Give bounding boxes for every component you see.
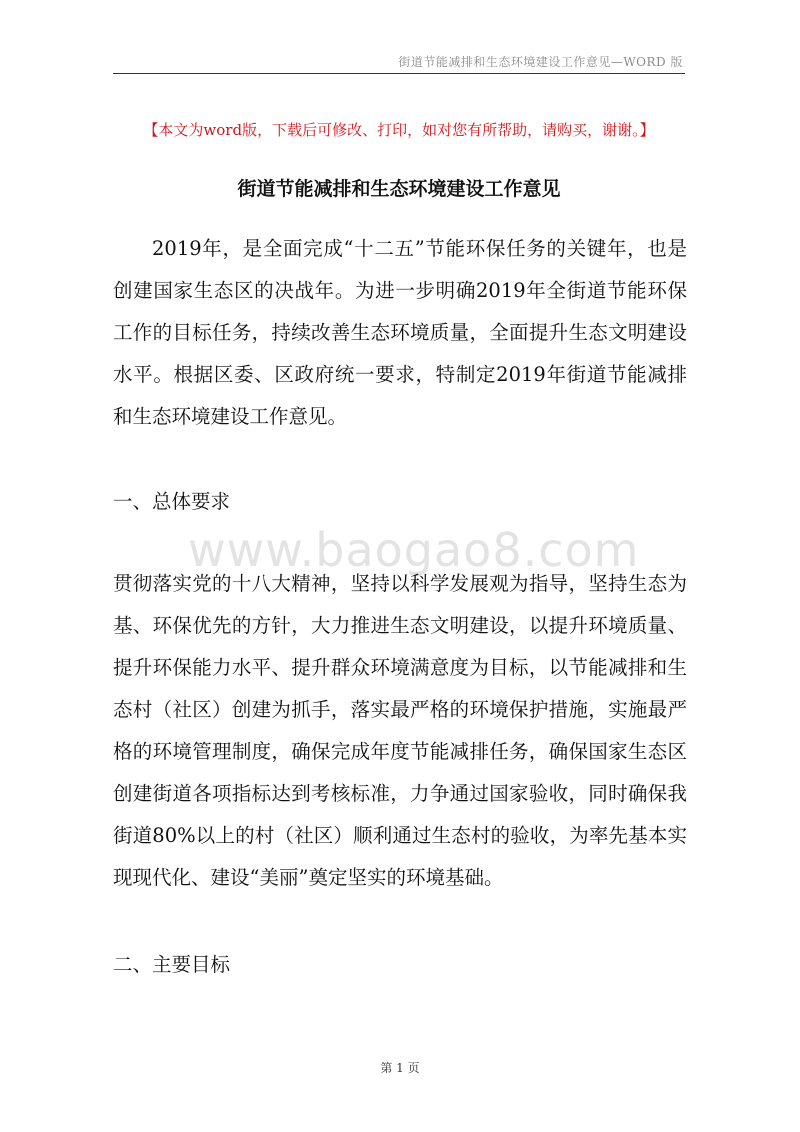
document-title: 街道节能减排和生态环境建设工作意见 — [237, 178, 561, 200]
running-header: 街道节能减排和生态环境建设工作意见—WORD 版 — [398, 55, 683, 69]
watermark: www.baogao8.com — [188, 523, 640, 577]
section-heading-main-goals: 二、主要目标 — [113, 953, 231, 976]
page-number: 第 1 页 — [380, 1061, 420, 1075]
header-divider — [113, 73, 685, 74]
general-requirements-paragraph: 贯彻落实党的十八大精神，坚持以科学发展观为指导，坚持生态为基、环保优先的方针，大力推进生态文明建设，以提升环境质量、提升环保能力水平、提升群众环境满意度为目标，以节能减排和生态村（社区）创建为抓手，落实最严格的环境保护措施，实施最严格的环境管理制度，确保完成年度节能减排任务，确保国家生态区创建街道各项指标达到考核标准，力争通过国家验收，同时确保我街道80%以上的村（社区）顺利通过生态村的验收，为率先基本实现现代化、建设“美丽”奠定坚实的环境基础。 — [113, 572, 687, 889]
intro-paragraph: 2019年，是全面完成“十二五”节能环保任务的关键年，也是创建国家生态区的决战年。为进一步明确2019年全街道节能环保工作的目标任务，持续改善生态环境质量，全面提升生态文明建设水平。根据区委、区政府统一要求，特制定2019年街道节能减排和生态环境建设工作意见。 — [113, 237, 687, 428]
purchase-notice: 【本文为word版，下载后可修改、打印，如对您有所帮助，请购买，谢谢。】 — [143, 121, 655, 139]
section-heading-general-requirements: 一、总体要求 — [113, 490, 231, 513]
